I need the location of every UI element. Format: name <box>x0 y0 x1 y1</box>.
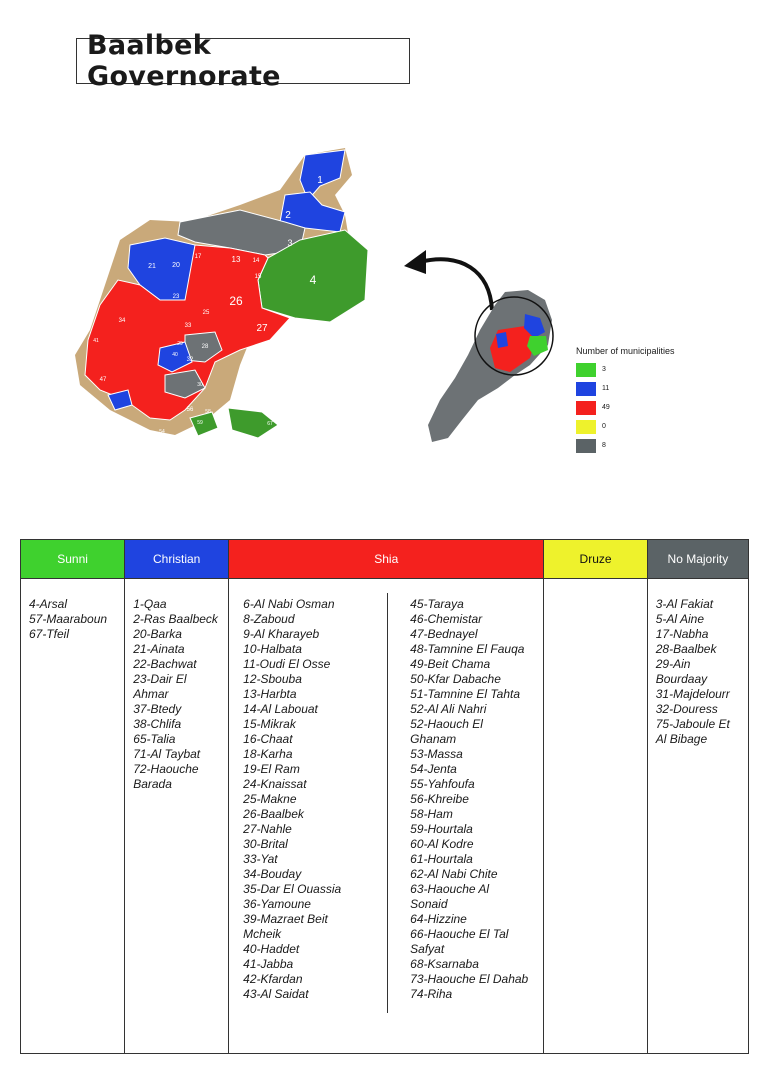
municipality-item: 38-Chlifa <box>133 717 182 731</box>
shia-column-divider <box>387 593 388 1013</box>
municipality-item: 45-Taraya <box>410 597 464 611</box>
municipality-item: 6-Al Nabi Osman <box>243 597 335 611</box>
municipality-item: Al Bibage <box>655 732 708 746</box>
municipality-item: 58-Ham <box>410 807 453 821</box>
map-label: 67 <box>267 421 273 427</box>
municipality-item: 75-Jaboule Et <box>655 717 730 731</box>
map-label: 54 <box>159 429 165 435</box>
municipality-item: 39-Mazraet Beit <box>243 912 328 926</box>
legend-swatch <box>576 439 596 453</box>
cell-shia <box>229 579 544 1054</box>
municipality-item: 17-Nabha <box>655 627 709 641</box>
map-label: 14 <box>252 258 260 264</box>
municipality-item: 8-Zaboud <box>243 612 295 626</box>
municipality-item: Ahmar <box>133 687 169 701</box>
title-text: Baalbek Governorate <box>87 30 281 92</box>
municipality-item: 48-Tamnine El Fauqa <box>410 642 525 656</box>
map-label: 13 <box>231 255 241 264</box>
map-label: 32 <box>186 357 194 363</box>
map-label: 29 <box>177 341 183 347</box>
municipality-item: 22-Bachwat <box>133 657 197 671</box>
municipality-item: 37-Btedy <box>133 702 182 716</box>
municipality-item: 20-Barka <box>133 627 182 641</box>
municipality-item: 26-Baalbek <box>243 807 304 821</box>
municipality-item: 19-El Ram <box>243 762 300 776</box>
legend-title: Number of municipalities <box>576 346 675 356</box>
municipality-item: 28-Baalbek <box>655 642 717 656</box>
municipality-item: 61-Hourtala <box>410 852 473 866</box>
municipality-item: 30-Brital <box>243 837 288 851</box>
cell-druze <box>544 579 647 1054</box>
municipality-item: 46-Chemistar <box>410 612 483 626</box>
map-label: 40 <box>172 352 178 358</box>
pointer-arrow <box>420 259 492 310</box>
map-label: 21 <box>148 263 156 270</box>
map-label: 28 <box>201 344 209 350</box>
municipality-item: Barada <box>133 777 172 791</box>
legend-swatch <box>576 382 596 396</box>
map-label: 30 <box>197 382 203 388</box>
municipality-item: 21-Ainata <box>133 642 185 656</box>
map-label: 59 <box>197 420 203 426</box>
inset-christian-west <box>496 332 508 348</box>
municipality-item: 63-Haouche Al <box>410 882 490 896</box>
municipality-item: 9-Al Kharayeb <box>243 627 320 641</box>
municipality-item: 25-Makne <box>243 792 297 806</box>
municipality-item: 11-Oudi El Osse <box>243 657 331 671</box>
christian-list <box>133 597 228 792</box>
municipality-item: 5-Al Aine <box>655 612 704 626</box>
cell-no-majority <box>647 579 748 1054</box>
legend-value: 0 <box>602 423 606 430</box>
no-majority-list <box>656 597 748 747</box>
municipality-item: 15-Mikrak <box>243 717 296 731</box>
municipality-item: 33-Yat <box>243 852 278 866</box>
legend-value: 8 <box>602 442 606 449</box>
legend-item <box>576 398 675 417</box>
map-label: 3 <box>287 238 293 248</box>
header-christian: Christian <box>125 540 229 579</box>
municipality-item: 56-Khreibe <box>410 792 469 806</box>
municipality-item: 65-Talia <box>133 732 176 746</box>
municipality-item: 51-Tamnine El Tahta <box>410 687 521 701</box>
sunni-list <box>29 597 124 642</box>
municipality-item: 16-Chaat <box>243 732 293 746</box>
municipality-item: 49-Beit Chama <box>410 657 491 671</box>
map-label: 2 <box>285 210 291 221</box>
legend-value: 49 <box>602 404 610 411</box>
municipality-item: 66-Haouche El Tal <box>410 927 509 941</box>
municipality-item: 13-Harbta <box>243 687 297 701</box>
map-label: 4 <box>309 273 317 287</box>
municipality-item: 2-Ras Baalbeck <box>133 612 218 626</box>
municipality-item: 27-Nahle <box>243 822 292 836</box>
municipality-item: 18-Karha <box>243 747 293 761</box>
municipality-item: Mcheik <box>243 927 282 941</box>
municipality-item: 55-Yahfoufa <box>410 777 475 791</box>
legend-swatch <box>576 420 596 434</box>
table-header-row <box>21 540 749 579</box>
municipality-item: 68-Ksarnaba <box>410 957 479 971</box>
map-label: 20 <box>172 262 180 269</box>
municipality-item: 52-Haouch El <box>410 717 483 731</box>
arrow-head <box>404 250 426 274</box>
map-label: 34 <box>118 318 126 324</box>
municipality-item: 34-Bouday <box>243 867 302 881</box>
municipality-item: 52-Al Ali Nahri <box>410 702 487 716</box>
municipality-item: 4-Arsal <box>29 597 68 611</box>
municipality-item: Sonaid <box>410 897 448 911</box>
municipality-item: 50-Kfar Dabache <box>410 672 501 686</box>
municipality-item: 71-Al Taybat <box>133 747 201 761</box>
map-label: 58 <box>205 409 211 415</box>
municipality-item: 3-Al Fakiat <box>655 597 714 611</box>
legend-item <box>576 360 675 379</box>
municipality-item: 36-Yamoune <box>243 897 311 911</box>
page-title <box>76 30 410 92</box>
map-legend <box>576 346 675 455</box>
legend-value: 3 <box>602 366 606 373</box>
table-body-row <box>21 579 749 1054</box>
legend-item <box>576 379 675 398</box>
municipality-item: 24-Knaissat <box>243 777 307 791</box>
municipality-item: 59-Hourtala <box>410 822 473 836</box>
legend-swatch <box>576 363 596 377</box>
map-label: 17 <box>194 254 202 260</box>
municipality-item: 42-Kfardan <box>243 972 303 986</box>
municipality-item: 62-Al Nabi Chite <box>410 867 498 881</box>
cell-sunni <box>21 579 125 1054</box>
municipality-item: 54-Jenta <box>410 762 457 776</box>
map-label: 56 <box>186 407 194 413</box>
municipality-item: 74-Riha <box>410 987 453 1001</box>
municipality-item: 23-Dair El <box>133 672 187 686</box>
legend-item <box>576 436 675 455</box>
map-label: 1 <box>317 175 323 186</box>
municipality-item: 67-Tfeil <box>29 627 70 641</box>
municipality-item: 31-Majdelourr <box>655 687 730 701</box>
religion-table <box>20 539 749 1054</box>
municipality-item: 57-Maaraboun <box>29 612 108 626</box>
municipality-item: 73-Haouche El Dahab <box>410 972 529 986</box>
municipality-item: Bourdaay <box>655 672 708 686</box>
municipality-item: 60-Al Kodre <box>410 837 474 851</box>
municipality-item: 53-Massa <box>410 747 463 761</box>
legend-value: 11 <box>602 385 610 392</box>
municipality-item: 72-Haouche <box>133 762 199 776</box>
municipality-item: 10-Halbata <box>243 642 302 656</box>
municipality-item: 35-Dar El Ouassia <box>243 882 342 896</box>
header-sunni: Sunni <box>21 540 125 579</box>
map-label: 26 <box>229 294 243 308</box>
municipality-item: 41-Jabba <box>243 957 294 971</box>
map-label: 23 <box>172 294 180 300</box>
municipality-item: 40-Haddet <box>243 942 300 956</box>
municipality-item: Ghanam <box>410 732 457 746</box>
municipality-item: 14-Al Labouat <box>243 702 318 716</box>
municipality-item: 47-Bednayel <box>410 627 478 641</box>
municipality-item: 1-Qaa <box>133 597 167 611</box>
legend-item <box>576 417 675 436</box>
map-label: 25 <box>202 310 210 316</box>
header-shia: Shia <box>229 540 544 579</box>
shia-list-1 <box>243 597 383 1013</box>
map-label: 15 <box>254 274 262 280</box>
map-label: 27 <box>256 323 268 334</box>
municipality-item: 32-Douress <box>655 702 718 716</box>
cell-christian <box>125 579 229 1054</box>
map-label: 41 <box>93 338 99 344</box>
municipality-item: 43-Al Saidat <box>243 987 309 1001</box>
map-label: 47 <box>99 377 107 383</box>
header-no-majority: No Majority <box>647 540 748 579</box>
municipality-item: 12-Sbouba <box>243 672 302 686</box>
municipality-item: Safyat <box>410 942 445 956</box>
header-druze: Druze <box>544 540 647 579</box>
municipality-item: 29-Ain <box>655 657 691 671</box>
legend-swatch <box>576 401 596 415</box>
map-label: 33 <box>184 323 192 329</box>
municipality-item: 64-Hizzine <box>410 912 467 926</box>
shia-list-2 <box>410 597 528 1013</box>
